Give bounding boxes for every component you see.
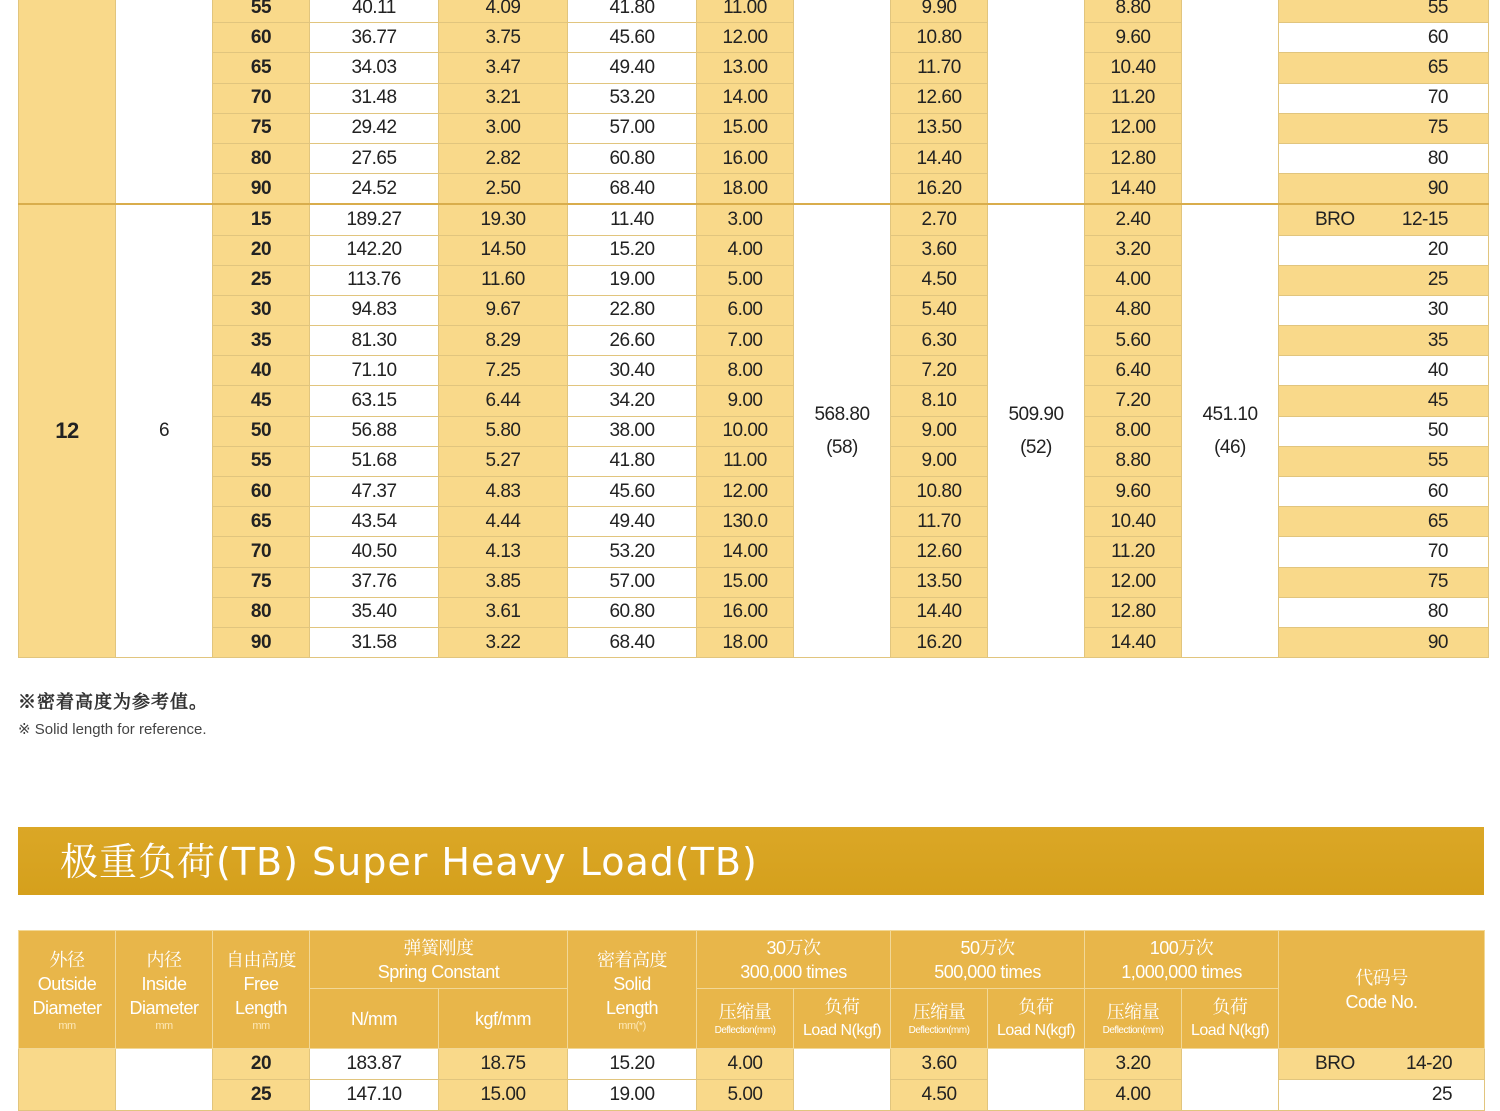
- code-cell: 65: [1279, 507, 1489, 537]
- deflection-500k-cell: 10.80: [891, 23, 988, 53]
- deflection-300k-cell: 16.00: [697, 597, 794, 627]
- deflection-500k-cell: 10.80: [891, 477, 988, 507]
- load-newton: 509.90: [1008, 404, 1064, 426]
- spring-n-cell: 29.42: [310, 113, 439, 143]
- deflection-500k-cell: 12.60: [891, 537, 988, 567]
- deflection-300k-cell: 6.00: [697, 295, 794, 325]
- inside-diameter-cell: [116, 0, 213, 204]
- free-length-cell: 75: [213, 113, 310, 143]
- spring-n-cell: 47.37: [310, 477, 439, 507]
- code-number: 12-15: [1401, 208, 1448, 230]
- deflection-500k-cell: 11.70: [891, 507, 988, 537]
- header-load-1m: 负荷 Load N(kgf): [1182, 989, 1279, 1049]
- solid-length-cell: 45.60: [568, 23, 697, 53]
- deflection-500k-cell: 14.40: [891, 143, 988, 173]
- deflection-1m-cell: 12.80: [1085, 143, 1182, 173]
- spring-n-cell: 31.48: [310, 83, 439, 113]
- code-cell: 45: [1279, 386, 1489, 416]
- load-1m-cell: [1182, 204, 1279, 657]
- load-newton: 568.80: [814, 404, 870, 426]
- deflection-300k-cell: 4.00: [697, 235, 794, 265]
- solid-length-cell: 30.40: [568, 356, 697, 386]
- free-length-cell: 20: [213, 1049, 310, 1080]
- solid-length-cell: 38.00: [568, 416, 697, 446]
- header-free-length: 自由高度 Free Length mm: [213, 931, 310, 1049]
- light-load-table-continued: [18, 0, 1489, 658]
- deflection-300k-cell: 15.00: [697, 113, 794, 143]
- deflection-1m-cell: 4.80: [1085, 295, 1182, 325]
- deflection-1m-cell: 14.40: [1085, 174, 1182, 205]
- code-cell: [1279, 1049, 1485, 1080]
- deflection-1m-cell: 14.40: [1085, 627, 1182, 657]
- spring-kgf-cell: 7.25: [439, 356, 568, 386]
- footnote: [18, 688, 208, 738]
- code-cell: 80: [1279, 597, 1489, 627]
- free-length-cell: 65: [213, 53, 310, 83]
- deflection-300k-cell: 8.00: [697, 356, 794, 386]
- free-length-cell: 65: [213, 507, 310, 537]
- solid-length-cell: 19.00: [568, 265, 697, 295]
- code-cell: 80: [1279, 143, 1489, 173]
- spring-kgf-cell: 4.13: [439, 537, 568, 567]
- spring-kgf-cell: 18.75: [439, 1049, 568, 1080]
- header-kgf-mm: kgf/mm: [439, 989, 568, 1049]
- solid-length-cell: 68.40: [568, 627, 697, 657]
- deflection-1m-cell: 12.00: [1085, 567, 1182, 597]
- deflection-500k-cell: 2.70: [891, 204, 988, 235]
- code-cell: 60: [1279, 23, 1489, 53]
- deflection-300k-cell: 13.00: [697, 53, 794, 83]
- spring-kgf-cell: 9.67: [439, 295, 568, 325]
- deflection-300k-cell: 5.00: [697, 1080, 794, 1111]
- deflection-300k-cell: 5.00: [697, 265, 794, 295]
- spring-kgf-cell: 3.00: [439, 113, 568, 143]
- code-cell: [1279, 204, 1489, 235]
- code-cell: 75: [1279, 567, 1489, 597]
- load-1m-cell: [1182, 0, 1279, 204]
- spring-n-cell: 43.54: [310, 507, 439, 537]
- deflection-500k-cell: 16.20: [891, 174, 988, 205]
- table-row: [19, 1049, 1485, 1080]
- deflection-500k-cell: 11.70: [891, 53, 988, 83]
- solid-length-cell: 41.80: [568, 0, 697, 23]
- spring-n-cell: 40.11: [310, 0, 439, 23]
- spring-kgf-cell: 5.80: [439, 416, 568, 446]
- header-inside-diameter: 内径 Inside Diameter mm: [116, 931, 213, 1049]
- code-cell: [1279, 1080, 1485, 1111]
- header-n-mm: N/mm: [310, 989, 439, 1049]
- deflection-500k-cell: 9.90: [891, 0, 988, 23]
- free-length-cell: 40: [213, 356, 310, 386]
- deflection-300k-cell: 18.00: [697, 627, 794, 657]
- spring-n-cell: 36.77: [310, 23, 439, 53]
- free-length-cell: 55: [213, 446, 310, 476]
- outside-diameter-cell: [19, 1049, 116, 1111]
- spring-kgf-cell: 3.75: [439, 23, 568, 53]
- free-length-cell: 90: [213, 174, 310, 205]
- deflection-500k-cell: 8.10: [891, 386, 988, 416]
- spring-n-cell: 51.68: [310, 446, 439, 476]
- spring-n-cell: 24.52: [310, 174, 439, 205]
- code-cell: 70: [1279, 537, 1489, 567]
- load-300k-cell: [794, 0, 891, 204]
- solid-length-cell: 19.00: [568, 1080, 697, 1111]
- load-300k-cell: [794, 1049, 891, 1111]
- code-cell: 30: [1279, 295, 1489, 325]
- deflection-300k-cell: 15.00: [697, 567, 794, 597]
- super-heavy-load-table: [18, 930, 1485, 1111]
- deflection-300k-cell: 14.00: [697, 83, 794, 113]
- code-brand: BRO: [1315, 1053, 1355, 1074]
- header-500k: 50万次 500,000 times: [891, 931, 1085, 989]
- deflection-1m-cell: 12.00: [1085, 113, 1182, 143]
- header-spring-constant: 弹簧刚度 Spring Constant: [310, 931, 568, 989]
- spring-n-cell: 63.15: [310, 386, 439, 416]
- deflection-1m-cell: 3.20: [1085, 235, 1182, 265]
- code-cell: 75: [1279, 113, 1489, 143]
- spring-kgf-cell: 3.47: [439, 53, 568, 83]
- code-cell: 90: [1279, 174, 1489, 205]
- deflection-300k-cell: 10.00: [697, 416, 794, 446]
- header-deflection-1m: 压缩量 Deflection(mm): [1085, 989, 1182, 1049]
- deflection-1m-cell: 4.00: [1085, 1080, 1182, 1111]
- deflection-300k-cell: 11.00: [697, 446, 794, 476]
- spring-kgf-cell: 5.27: [439, 446, 568, 476]
- spring-kgf-cell: 15.00: [439, 1080, 568, 1111]
- free-length-cell: 45: [213, 386, 310, 416]
- spring-n-cell: 147.10: [310, 1080, 439, 1111]
- deflection-300k-cell: 12.00: [697, 23, 794, 53]
- footnote-cn: ※密着高度为参考值。: [18, 692, 208, 712]
- load-kgf: (46): [1214, 437, 1246, 459]
- code-cell: 20: [1279, 235, 1489, 265]
- code-number: 25: [1431, 1084, 1453, 1105]
- spring-n-cell: 183.87: [310, 1049, 439, 1080]
- deflection-1m-cell: 3.20: [1085, 1049, 1182, 1080]
- solid-length-cell: 57.00: [568, 567, 697, 597]
- solid-length-cell: 68.40: [568, 174, 697, 205]
- deflection-1m-cell: 9.60: [1085, 477, 1182, 507]
- load-300k-cell: [794, 204, 891, 657]
- solid-length-cell: 11.40: [568, 204, 697, 235]
- deflection-500k-cell: 13.50: [891, 567, 988, 597]
- deflection-500k-cell: 5.40: [891, 295, 988, 325]
- deflection-500k-cell: 9.00: [891, 446, 988, 476]
- free-length-cell: 25: [213, 1080, 310, 1111]
- code-cell: 40: [1279, 356, 1489, 386]
- load-kgf: (52): [1020, 437, 1052, 459]
- deflection-300k-cell: 12.00: [697, 477, 794, 507]
- code-cell: 65: [1279, 53, 1489, 83]
- table-row: [19, 0, 1489, 23]
- deflection-300k-cell: 130.0: [697, 507, 794, 537]
- deflection-1m-cell: 8.80: [1085, 446, 1182, 476]
- deflection-500k-cell: 4.50: [891, 1080, 988, 1111]
- spring-n-cell: 34.03: [310, 53, 439, 83]
- deflection-1m-cell: 2.40: [1085, 204, 1182, 235]
- spring-n-cell: 71.10: [310, 356, 439, 386]
- spring-n-cell: 40.50: [310, 537, 439, 567]
- code-cell: 55: [1279, 0, 1489, 23]
- load-500k-cell: [988, 1049, 1085, 1111]
- spring-kgf-cell: 3.85: [439, 567, 568, 597]
- code-cell: 25: [1279, 265, 1489, 295]
- solid-length-cell: 41.80: [568, 446, 697, 476]
- code-cell: 90: [1279, 627, 1489, 657]
- spring-n-cell: 37.76: [310, 567, 439, 597]
- solid-length-cell: 57.00: [568, 113, 697, 143]
- load-newton: 451.10: [1202, 404, 1258, 426]
- deflection-300k-cell: 14.00: [697, 537, 794, 567]
- free-length-cell: 60: [213, 23, 310, 53]
- solid-length-cell: 34.20: [568, 386, 697, 416]
- code-cell: 35: [1279, 326, 1489, 356]
- load-1m-cell: [1182, 1049, 1279, 1111]
- spring-n-cell: 94.83: [310, 295, 439, 325]
- load-500k-cell: [988, 204, 1085, 657]
- spring-n-cell: 35.40: [310, 597, 439, 627]
- solid-length-cell: 53.20: [568, 537, 697, 567]
- spring-n-cell: 142.20: [310, 235, 439, 265]
- header-code-no: 代码号 Code No.: [1279, 931, 1485, 1049]
- deflection-1m-cell: 6.40: [1085, 356, 1182, 386]
- spring-kgf-cell: 2.50: [439, 174, 568, 205]
- deflection-500k-cell: 3.60: [891, 235, 988, 265]
- code-cell: 70: [1279, 83, 1489, 113]
- outside-diameter-cell: 12: [19, 204, 116, 657]
- spring-kgf-cell: 2.82: [439, 143, 568, 173]
- free-length-cell: 80: [213, 143, 310, 173]
- free-length-cell: 75: [213, 567, 310, 597]
- deflection-1m-cell: 7.20: [1085, 386, 1182, 416]
- deflection-500k-cell: 14.40: [891, 597, 988, 627]
- header-outside-diameter: 外径 Outside Diameter mm: [19, 931, 116, 1049]
- deflection-500k-cell: 3.60: [891, 1049, 988, 1080]
- spring-kgf-cell: 14.50: [439, 235, 568, 265]
- inside-diameter-cell: [116, 1049, 213, 1111]
- deflection-1m-cell: 9.60: [1085, 23, 1182, 53]
- header-300k: 30万次 300,000 times: [697, 931, 891, 989]
- free-length-cell: 15: [213, 204, 310, 235]
- free-length-cell: 20: [213, 235, 310, 265]
- solid-length-cell: 45.60: [568, 477, 697, 507]
- deflection-300k-cell: 18.00: [697, 174, 794, 205]
- deflection-500k-cell: 4.50: [891, 265, 988, 295]
- spring-kgf-cell: 6.44: [439, 386, 568, 416]
- deflection-1m-cell: 12.80: [1085, 597, 1182, 627]
- header-1m: 100万次 1,000,000 times: [1085, 931, 1279, 989]
- spring-kgf-cell: 3.21: [439, 83, 568, 113]
- spring-n-cell: 27.65: [310, 143, 439, 173]
- spring-kgf-cell: 8.29: [439, 326, 568, 356]
- spring-kgf-cell: 19.30: [439, 204, 568, 235]
- outside-diameter-cell: [19, 0, 116, 204]
- deflection-500k-cell: 9.00: [891, 416, 988, 446]
- header-deflection-500k: 压缩量 Deflection(mm): [891, 989, 988, 1049]
- footnote-en: ※ Solid length for reference.: [18, 721, 207, 738]
- deflection-500k-cell: 6.30: [891, 326, 988, 356]
- free-length-cell: 50: [213, 416, 310, 446]
- spring-n-cell: 113.76: [310, 265, 439, 295]
- solid-length-cell: 49.40: [568, 507, 697, 537]
- deflection-500k-cell: 12.60: [891, 83, 988, 113]
- code-number: 14-20: [1405, 1053, 1453, 1074]
- spring-n-cell: 81.30: [310, 326, 439, 356]
- spring-kgf-cell: 11.60: [439, 265, 568, 295]
- solid-length-cell: 22.80: [568, 295, 697, 325]
- table-row: [19, 204, 1489, 235]
- deflection-1m-cell: 10.40: [1085, 507, 1182, 537]
- solid-length-cell: 60.80: [568, 143, 697, 173]
- solid-length-cell: 15.20: [568, 235, 697, 265]
- solid-length-cell: 60.80: [568, 597, 697, 627]
- spring-n-cell: 189.27: [310, 204, 439, 235]
- deflection-1m-cell: 10.40: [1085, 53, 1182, 83]
- deflection-1m-cell: 5.60: [1085, 326, 1182, 356]
- deflection-300k-cell: 4.00: [697, 1049, 794, 1080]
- code-cell: 55: [1279, 446, 1489, 476]
- header-load-300k: 负荷 Load N(kgf): [794, 989, 891, 1049]
- header-load-500k: 负荷 Load N(kgf): [988, 989, 1085, 1049]
- spring-kgf-cell: 4.44: [439, 507, 568, 537]
- deflection-1m-cell: 8.80: [1085, 0, 1182, 23]
- header-deflection-300k: 压缩量 Deflection(mm): [697, 989, 794, 1049]
- free-length-cell: 80: [213, 597, 310, 627]
- solid-length-cell: 53.20: [568, 83, 697, 113]
- spring-n-cell: 31.58: [310, 627, 439, 657]
- deflection-500k-cell: 7.20: [891, 356, 988, 386]
- deflection-300k-cell: 7.00: [697, 326, 794, 356]
- spring-kgf-cell: 3.61: [439, 597, 568, 627]
- header-solid-length: 密着高度 Solid Length mm(*): [568, 931, 697, 1049]
- deflection-1m-cell: 8.00: [1085, 416, 1182, 446]
- free-length-cell: 70: [213, 83, 310, 113]
- free-length-cell: 25: [213, 265, 310, 295]
- code-cell: 60: [1279, 477, 1489, 507]
- load-500k-cell: [988, 0, 1085, 204]
- code-cell: 50: [1279, 416, 1489, 446]
- free-length-cell: 70: [213, 537, 310, 567]
- spring-n-cell: 56.88: [310, 416, 439, 446]
- spring-kgf-cell: 3.22: [439, 627, 568, 657]
- solid-length-cell: 15.20: [568, 1049, 697, 1080]
- inside-diameter-cell: 6: [116, 204, 213, 657]
- solid-length-cell: 26.60: [568, 326, 697, 356]
- deflection-300k-cell: 3.00: [697, 204, 794, 235]
- code-brand: BRO: [1315, 208, 1355, 230]
- spring-kgf-cell: 4.09: [439, 0, 568, 23]
- deflection-300k-cell: 16.00: [697, 143, 794, 173]
- deflection-300k-cell: 9.00: [697, 386, 794, 416]
- deflection-1m-cell: 11.20: [1085, 537, 1182, 567]
- deflection-500k-cell: 16.20: [891, 627, 988, 657]
- deflection-1m-cell: 11.20: [1085, 83, 1182, 113]
- free-length-cell: 30: [213, 295, 310, 325]
- free-length-cell: 35: [213, 326, 310, 356]
- free-length-cell: 60: [213, 477, 310, 507]
- free-length-cell: 90: [213, 627, 310, 657]
- load-kgf: (58): [826, 437, 858, 459]
- deflection-1m-cell: 4.00: [1085, 265, 1182, 295]
- deflection-500k-cell: 13.50: [891, 113, 988, 143]
- deflection-300k-cell: 11.00: [697, 0, 794, 23]
- section-banner: 极重负荷(TB) Super Heavy Load(TB): [18, 827, 1484, 895]
- spring-kgf-cell: 4.83: [439, 477, 568, 507]
- free-length-cell: 55: [213, 0, 310, 23]
- solid-length-cell: 49.40: [568, 53, 697, 83]
